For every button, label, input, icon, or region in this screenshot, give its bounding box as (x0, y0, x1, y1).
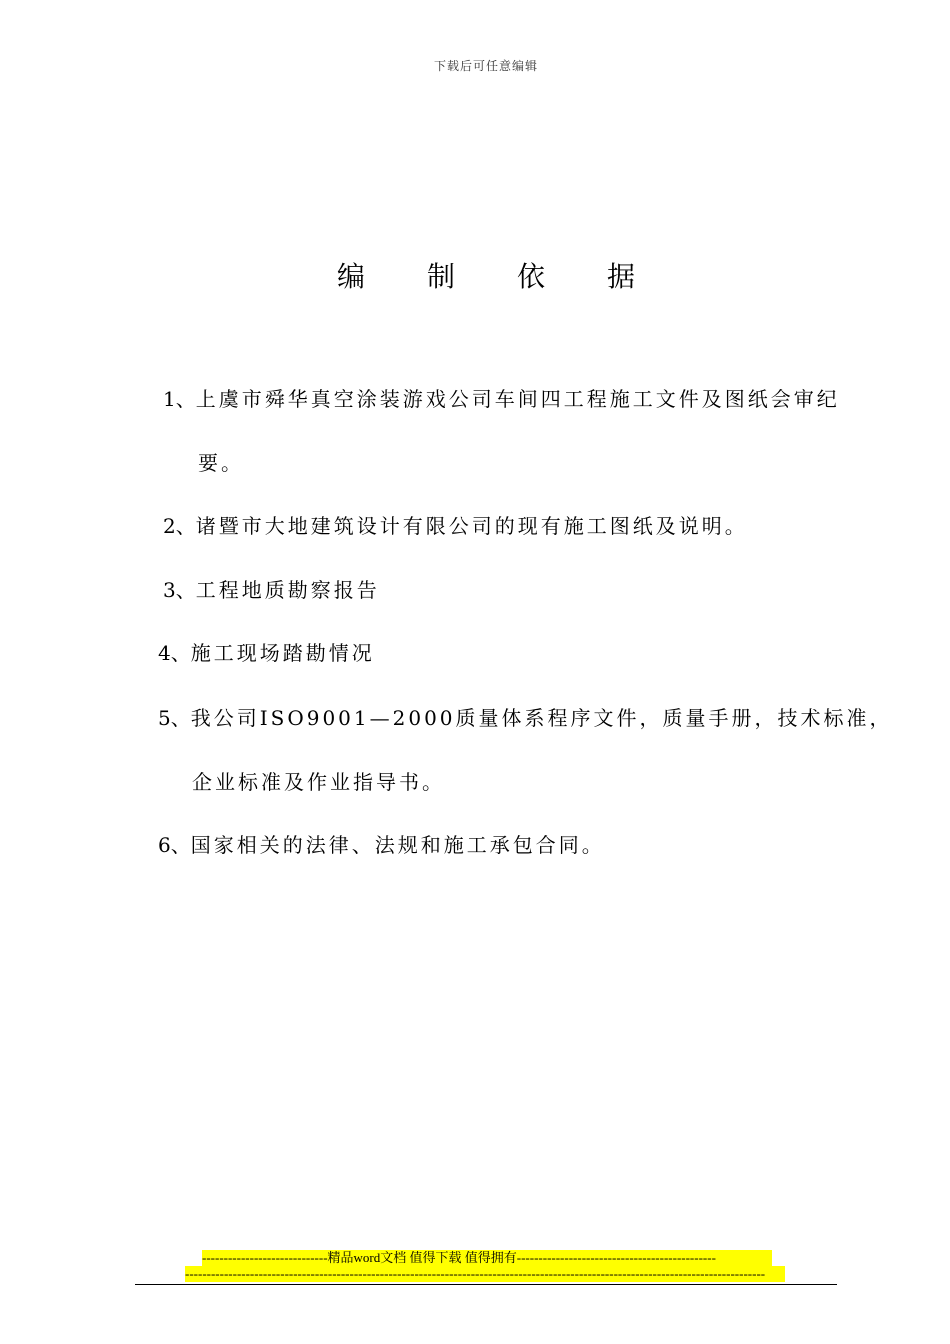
list-item-4 (158, 637, 375, 666)
list-item-number: 3、 (163, 578, 196, 602)
list-item-number: 5、 (158, 706, 191, 730)
list-item-text: 工程地质勘察报告 (195, 578, 380, 602)
list-item-text: 我公司ISO9001—2000质量体系程序文件，质量手册，技术标准， (190, 706, 893, 730)
list-item-2 (163, 510, 748, 539)
footer-banner: -----------------------------精品word文档 值得下载 值得拥有---------------------------------------------- (202, 1250, 772, 1266)
page-title: 编制依据 (336, 260, 697, 293)
list-item-number: 6、 (158, 833, 191, 857)
list-item-5-continuation: 企业标准及作业指导书。 (192, 770, 445, 794)
footer-banner-dashes: -------------------------------------------------------------------------------------------------------------------------------------- (185, 1266, 785, 1282)
footer-divider (135, 1284, 837, 1285)
list-item-1 (163, 383, 840, 412)
list-item-1-continuation: 要。 (198, 451, 244, 475)
list-item-3 (163, 574, 380, 603)
list-item-6 (158, 829, 605, 858)
list-item-text: 施工现场踏勘情况 (190, 641, 375, 665)
list-item-text: 上虞市舜华真空涂装游戏公司车间四工程施工文件及图纸会审纪 (195, 387, 840, 411)
list-item-number: 4、 (158, 641, 191, 665)
list-item-text: 国家相关的法律、法规和施工承包合同。 (190, 833, 605, 857)
list-item-number: 1、 (163, 387, 196, 411)
list-item-number: 2、 (163, 514, 196, 538)
header-note: 下载后可任意编辑 (433, 59, 538, 73)
list-item-5 (158, 702, 893, 731)
list-item-text: 诸暨市大地建筑设计有限公司的现有施工图纸及说明。 (195, 514, 748, 538)
